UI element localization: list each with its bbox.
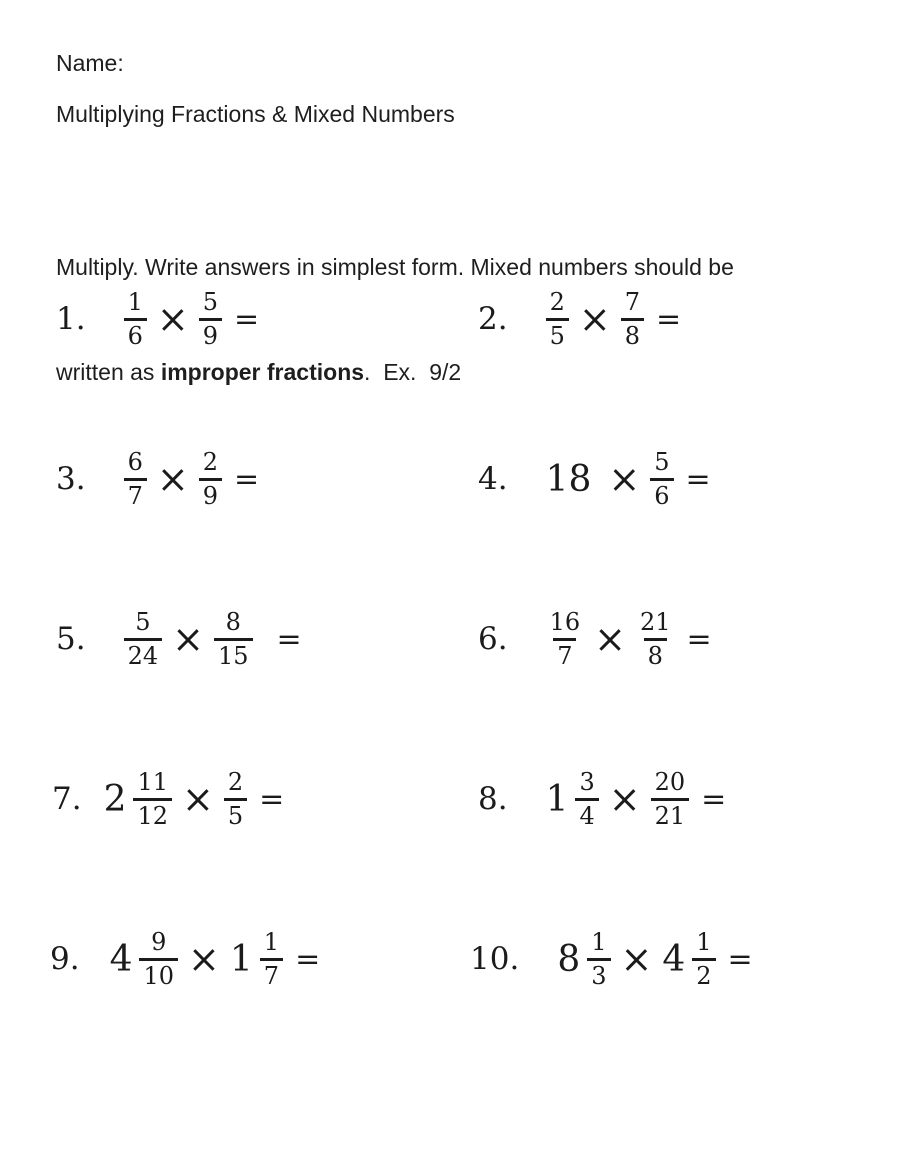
fraction-b — [621, 288, 644, 351]
problem-5 — [56, 608, 302, 671]
fraction-a — [587, 928, 610, 991]
fraction-b — [199, 288, 222, 351]
fraction-denominator: 5 — [546, 318, 569, 351]
whole-number: 4 — [662, 938, 686, 980]
problem-number: 3. — [56, 461, 86, 498]
multiply-operator: × — [578, 297, 611, 342]
fraction-numerator: 16 — [549, 608, 581, 636]
problem-number: 2. — [478, 301, 508, 338]
fraction-a — [124, 608, 163, 671]
multiply-operator: × — [620, 937, 653, 982]
fraction-denominator: 9 — [199, 318, 222, 351]
fraction-a — [124, 288, 147, 351]
fraction-denominator: 4 — [575, 798, 598, 831]
fraction-b — [199, 448, 222, 511]
instructions-line2-prefix: written as — [56, 359, 161, 385]
problem-1 — [56, 288, 259, 351]
instructions-line1: Multiply. Write answers in simplest form. Mixed numbers should be — [56, 254, 734, 280]
fraction-numerator: 7 — [624, 288, 640, 316]
problem-number: 10. — [470, 941, 520, 978]
equals-sign: = — [655, 301, 682, 337]
multiply-operator: × — [156, 297, 189, 342]
whole-number: 1 — [545, 778, 569, 820]
problem-9 — [50, 928, 320, 991]
fraction-numerator: 1 — [127, 288, 143, 316]
fraction-b — [214, 608, 253, 671]
instructions-line2-suffix: . Ex. 9/2 — [364, 359, 462, 385]
fraction-denominator: 6 — [650, 478, 673, 511]
fraction-denominator: 9 — [199, 478, 222, 511]
problem-8 — [478, 768, 726, 831]
problem-10 — [470, 928, 753, 991]
multiply-operator: × — [594, 617, 626, 662]
fraction-numerator: 21 — [639, 608, 671, 636]
fraction-denominator: 5 — [224, 798, 247, 831]
fraction-numerator: 9 — [151, 928, 167, 956]
instructions-bold-term: improper fractions — [160, 359, 365, 385]
fraction-denominator: 7 — [553, 638, 576, 671]
problem-number: 4. — [478, 461, 508, 498]
equals-sign: = — [727, 941, 753, 977]
multiply-operator: × — [608, 457, 641, 502]
fraction-denominator: 21 — [651, 798, 690, 831]
multiply-operator: × — [608, 777, 641, 822]
problem-number: 8. — [478, 781, 508, 818]
multiply-operator: × — [156, 457, 189, 502]
fraction-denominator: 24 — [124, 638, 163, 671]
fraction-b — [224, 768, 247, 831]
multiply-operator: × — [188, 937, 220, 982]
problem-2 — [478, 288, 681, 351]
problem-number: 7. — [52, 781, 82, 818]
fraction-numerator: 1 — [696, 928, 712, 956]
fraction-denominator: 15 — [214, 638, 253, 671]
fraction-b — [692, 928, 715, 991]
fraction-numerator: 8 — [225, 608, 241, 636]
multiply-operator: × — [172, 617, 204, 662]
fraction-numerator: 2 — [202, 448, 218, 476]
whole-number: 8 — [557, 938, 581, 980]
fraction-a — [139, 928, 178, 991]
equals-sign: = — [685, 461, 711, 497]
whole-number: 18 — [545, 458, 592, 500]
fraction-b — [260, 928, 283, 991]
fraction-numerator: 5 — [654, 448, 670, 476]
problem-number: 1. — [56, 301, 86, 338]
fraction-numerator: 6 — [127, 448, 143, 476]
fraction-denominator: 10 — [139, 958, 178, 991]
fraction-numerator: 1 — [263, 928, 280, 956]
problem-6 — [478, 608, 712, 671]
fraction-denominator: 8 — [644, 638, 667, 671]
fraction-a — [133, 768, 172, 831]
instructions-line2 — [56, 355, 734, 390]
worksheet-title: Multiplying Fractions & Mixed Numbers — [56, 101, 455, 127]
problem-4 — [478, 448, 711, 511]
fraction-numerator: 11 — [137, 768, 169, 796]
fraction-denominator: 3 — [587, 958, 610, 991]
fraction-a — [575, 768, 598, 831]
equals-sign: = — [233, 301, 260, 337]
problem-number: 5. — [56, 621, 86, 658]
equals-sign: = — [686, 621, 712, 657]
name-label: Name: — [56, 50, 124, 76]
fraction-b — [636, 608, 675, 671]
multiply-operator: × — [182, 777, 214, 822]
problem-number: 6. — [478, 621, 508, 658]
fraction-denominator: 12 — [133, 798, 172, 831]
fraction-b — [651, 768, 690, 831]
fraction-denominator: 6 — [124, 318, 147, 351]
fraction-numerator: 3 — [579, 768, 595, 796]
equals-sign: = — [259, 781, 285, 817]
equals-sign: = — [233, 461, 260, 497]
whole-number: 4 — [109, 938, 133, 980]
problem-3 — [56, 448, 259, 511]
fraction-a — [546, 288, 569, 351]
problem-7 — [52, 768, 284, 831]
fraction-denominator: 7 — [124, 478, 147, 511]
fraction-numerator: 2 — [549, 288, 565, 316]
fraction-denominator: 2 — [692, 958, 715, 991]
fraction-a — [546, 608, 585, 671]
fraction-b — [650, 448, 673, 511]
fraction-numerator: 5 — [202, 288, 218, 316]
fraction-denominator: 7 — [260, 958, 283, 991]
equals-sign: = — [276, 621, 302, 657]
problem-number: 9. — [50, 941, 80, 978]
fraction-a — [124, 448, 147, 511]
fraction-numerator: 1 — [591, 928, 607, 956]
equals-sign: = — [701, 781, 727, 817]
whole-number: 1 — [229, 938, 253, 980]
fraction-denominator: 8 — [621, 318, 644, 351]
fraction-numerator: 2 — [227, 768, 244, 796]
fraction-numerator: 5 — [135, 608, 151, 636]
whole-number: 2 — [103, 778, 127, 820]
fraction-numerator: 20 — [654, 768, 686, 796]
equals-sign: = — [295, 941, 321, 977]
